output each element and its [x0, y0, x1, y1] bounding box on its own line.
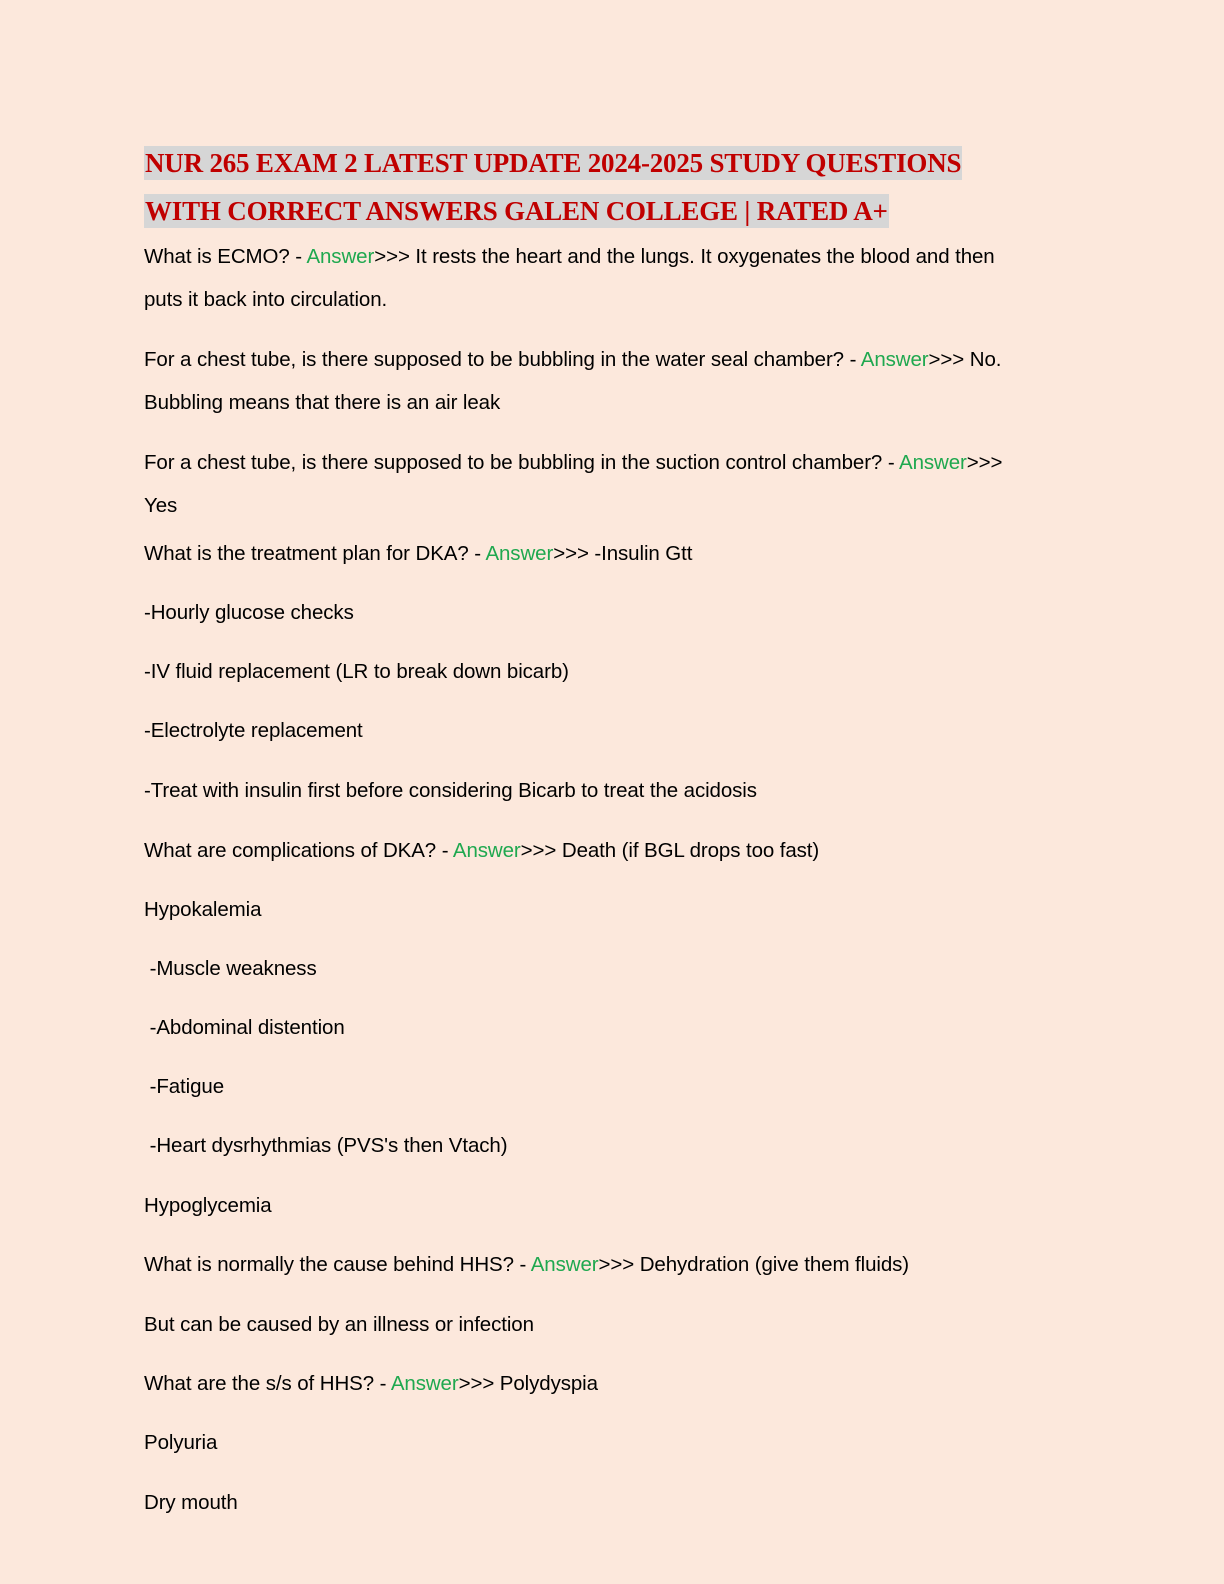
text-line — [144, 659, 569, 685]
line-text: What are the s/s of HHS? - — [144, 1372, 391, 1395]
line-text: Dry mouth — [144, 1491, 238, 1514]
answer-label: Answer — [452, 839, 521, 862]
answer-text: >>> Death (if BGL drops too fast) — [520, 839, 820, 862]
answer-label: Answer — [860, 348, 929, 371]
line-text: What are complications of DKA? - — [144, 839, 453, 862]
answer-text: >>> It rests the heart and the lungs. It oxygenates the blood and then — [374, 245, 995, 268]
text-line — [144, 1133, 507, 1159]
line-text: -Abdominal distention — [144, 1016, 345, 1039]
text-line — [144, 1074, 224, 1100]
text-line — [144, 1430, 217, 1456]
text-line — [144, 347, 1001, 373]
line-text: -Muscle weakness — [144, 957, 317, 980]
line-text: What is the treatment plan for DKA? - — [144, 542, 486, 565]
text-line — [144, 718, 363, 744]
line-text: But can be caused by an illness or infection — [144, 1313, 534, 1336]
text-line — [144, 778, 757, 804]
answer-text: >>> Polydyspia — [458, 1372, 598, 1395]
line-text: Yes — [144, 494, 178, 517]
text-line — [144, 287, 387, 313]
line-text: Hypokalemia — [144, 898, 262, 921]
line-text: -Hourly glucose checks — [144, 601, 354, 624]
answer-label: Answer — [306, 245, 375, 268]
text-line — [144, 956, 317, 982]
answer-label: Answer — [899, 451, 967, 474]
answer-text: >>> -Insulin Gtt — [553, 542, 693, 565]
line-text: Hypoglycemia — [144, 1194, 272, 1217]
answer-text: >>> No. — [928, 348, 1002, 371]
line-text: Polyuria — [144, 1431, 218, 1454]
answer-label: Answer — [530, 1253, 599, 1276]
line-text: What is normally the cause behind HHS? - — [144, 1253, 531, 1276]
text-line — [144, 541, 692, 567]
document-title-line-1: NUR 265 EXAM 2 LATEST UPDATE 2024-2025 STUDY QUESTIONS — [145, 148, 962, 178]
text-line — [144, 493, 177, 519]
answer-label: Answer — [390, 1372, 459, 1395]
line-text: -Treat with insulin first before considering Bicarb to treat the acidosis — [144, 779, 757, 802]
text-line — [144, 600, 354, 626]
text-line — [144, 1252, 909, 1278]
line-text: Bubbling means that there is an air leak — [144, 391, 501, 414]
text-line — [144, 244, 995, 270]
text-line — [144, 450, 1002, 476]
line-text: -Electrolyte replacement — [144, 719, 363, 742]
line-text: -Heart dysrhythmias (PVS's then Vtach) — [144, 1134, 508, 1157]
line-text: For a chest tube, is there supposed to be bubbling in the water seal chamber? - — [144, 348, 861, 371]
text-line — [144, 390, 500, 416]
line-text: For a chest tube, is there supposed to be bubbling in the suction control chamber? - — [144, 451, 900, 474]
line-text: -Fatigue — [144, 1075, 224, 1098]
text-line — [144, 1371, 598, 1397]
line-text: puts it back into circulation. — [144, 288, 388, 311]
text-line — [144, 838, 819, 864]
answer-text: >>> — [966, 451, 1003, 474]
text-line — [144, 1193, 272, 1219]
answer-text: >>> Dehydration (give them fluids) — [598, 1253, 910, 1276]
text-line — [144, 1312, 534, 1338]
line-text: What is ECMO? - — [144, 245, 307, 268]
text-line — [144, 1015, 345, 1041]
answer-label: Answer — [485, 542, 554, 565]
document-title-line-2: WITH CORRECT ANSWERS GALEN COLLEGE | RATED A+ — [145, 196, 888, 226]
text-line — [144, 897, 261, 923]
text-line — [144, 1490, 238, 1516]
line-text: -IV fluid replacement (LR to break down bicarb) — [144, 660, 569, 683]
